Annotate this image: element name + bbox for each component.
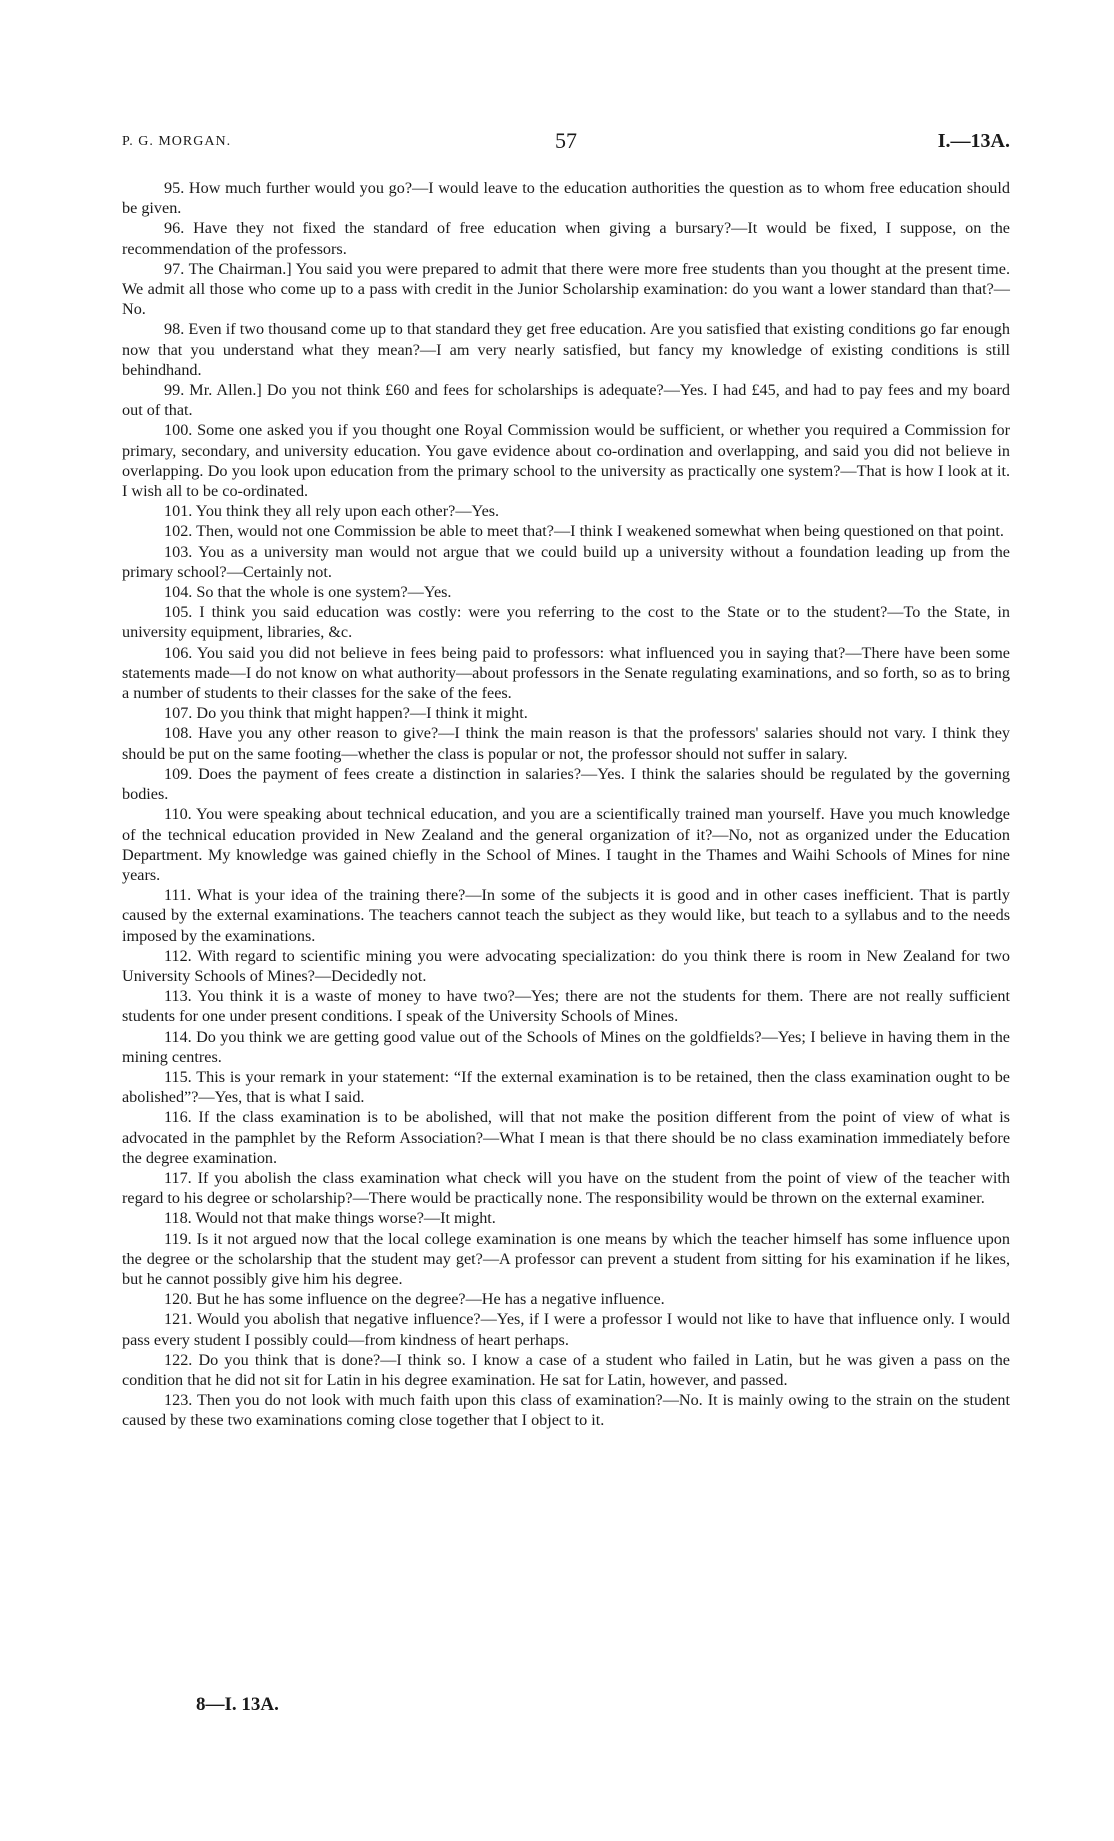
witness-name: P. G. MORGAN. bbox=[122, 134, 232, 149]
paragraph-103: 103. You as a university man would not argue that we could build up a university without a foundation leading up from the primary school?—Certainly not. bbox=[122, 542, 1010, 581]
paragraph-116: 116. If the class examination is to be abolished, will that not make the position different from the point of view of what is advocated in the pamphlet by the Reform Association?—What I mean is that there should be no class examination immediately before the degree examination. bbox=[122, 1108, 1010, 1167]
paragraph-123: 123. Then you do not look with much faith upon this class of examination?—No. It is mainly owing to the strain on the student caused by these two examinations coming close together that I object to it. bbox=[122, 1391, 1010, 1430]
paragraph-102: 102. Then, would not one Commission be able to meet that?—I think I weakened somewhat when being questioned on that point. bbox=[164, 522, 1004, 541]
paragraph-97: 97. The Chairman.] You said you were prepared to admit that there were more free students than you thought at the present time. We admit all those who come up to a pass with credit in the Junior Scholarship examination: do you want a lower standard than that?—No. bbox=[122, 259, 1010, 319]
paragraph-111: 111. What is your idea of the training there?—In some of the subjects it is good and in other cases inefficient. That is partly caused by the external examinations. The teachers cannot teach the subject as they would like, but teach to a syllabus and to the needs imposed by the examinations. bbox=[122, 886, 1010, 945]
paragraph-105: 105. I think you said education was costly: were you referring to the cost to the State or to the student?—To the State, in university equipment, libraries, &c. bbox=[122, 603, 1010, 642]
paragraph-106: 106. You said you did not believe in fees being paid to professors: what influenced you in saying that?—There have been some statements made—I do not know on what authority—about professors in the Senate regulating examinations, and so forth, so as to bring a number of students to their classes for the sake of the fees. bbox=[122, 643, 1010, 703]
paragraph-110: 110. You were speaking about technical education, and you are a scientifically trained man yourself. Have you much knowledge of the technical education provided in New Zealand and the general organization of it?—No, not as organized under the Education Department. My knowledge was gained chiefly in the School of Mines. I taught in the Thames and Waihi Schools of Mines for nine years. bbox=[122, 805, 1010, 884]
paragraph-96: 96. Have they not fixed the standard of free education when giving a bursary?—It would be fixed, I suppose, on the recommendation of the professors. bbox=[122, 219, 1010, 258]
paragraph-107: 107. Do you think that might happen?—I think it might. bbox=[164, 704, 528, 723]
paragraph-99: 99. Mr. Allen.] Do you not think £60 and fees for scholarships is adequate?—Yes. I had £45, and had to pay fees and my board out of that. bbox=[122, 381, 1010, 420]
paragraph-113: 113. You think it is a waste of money to have two?—Yes; there are not the students for them. There are not really sufficient students for one under present conditions. I speak of the University Schools of Mines. bbox=[122, 987, 1010, 1026]
paragraph-122: 122. Do you think that is done?—I think so. I know a case of a student who failed in Latin, but he was given a pass on the condition that he did not sit for Latin in his degree examination. He sat for Latin, however, and passed. bbox=[122, 1350, 1010, 1389]
paragraph-118: 118. Would not that make things worse?—It might. bbox=[164, 1209, 496, 1228]
page-number: 57 bbox=[555, 128, 577, 153]
paragraph-115: 115. This is your remark in your statement: “If the external examination is to be retained, then the class examination ought to be abolished”?—Yes, that is what I said. bbox=[122, 1067, 1010, 1107]
paragraph-112: 112. With regard to scientific mining you were advocating specialization: do you think there is room in New Zealand for two University Schools of Mines?—Decidedly not. bbox=[122, 946, 1010, 985]
paragraph-121: 121. Would you abolish that negative influence?—Yes, if I were a professor I would not like to have that influence only. I would pass every student I possibly could—from kindness of heart perhaps. bbox=[122, 1310, 1010, 1349]
paragraph-119: 119. Is it not argued now that the local college examination is one means by which the teacher himself has some influence upon the degree or the scholarship that the student may get?—A professor can prevent a student from sitting for his examination if he likes, but he cannot possibly give him his degree. bbox=[122, 1229, 1010, 1288]
page-signature: 8—I. 13A. bbox=[196, 1694, 279, 1715]
paragraph-100: 100. Some one asked you if you thought one Royal Commission would be sufficient, or whether you required a Commission for primary, secondary, and university education. You gave evidence about co-ordination and overlapping, and said you did not believe in overlapping. Do you look upon education from the primary school to the university as practically one system?—That is how I look at it. I wish all to be co-ordinated. bbox=[122, 421, 1010, 501]
paragraph-120: 120. But he has some influence on the degree?—He has a negative influence. bbox=[164, 1290, 665, 1309]
paragraph-117: 117. If you abolish the class examination what check will you have on the student from the point of view of the teacher with regard to his degree or scholarship?—There would be practically none. The responsibility would be thrown on the external examiner. bbox=[122, 1168, 1010, 1208]
evidence-text bbox=[122, 178, 1010, 1431]
paragraph-108: 108. Have you any other reason to give?—I think the main reason is that the professors' salaries should not vary. I think they should be put on the same footing—whether the class is popular or not, the professor should not suffer in salary. bbox=[122, 724, 1010, 763]
page-header bbox=[122, 128, 1010, 158]
paragraph-104: 104. So that the whole is one system?—Yes. bbox=[164, 583, 452, 602]
paragraph-98: 98. Even if two thousand come up to that standard they get free education. Are you satisfied that existing conditions go far enough now that you understand what they mean?—I am very nearly satisfied, but fancy my knowledge of existing conditions is still behindhand. bbox=[122, 320, 1010, 379]
paper-reference: I.—13A. bbox=[937, 130, 1010, 152]
paragraph-114: 114. Do you think we are getting good value out of the Schools of Mines on the goldfields?—Yes; I believe in having them in the mining centres. bbox=[122, 1027, 1010, 1066]
paragraph-95: 95. How much further would you go?—I would leave to the education authorities the question as to whom free education should be given. bbox=[122, 179, 1010, 218]
paragraph-109: 109. Does the payment of fees create a distinction in salaries?—Yes. I think the salaries should be regulated by the governing bodies. bbox=[122, 764, 1010, 804]
paragraph-101: 101. You think they all rely upon each other?—Yes. bbox=[164, 502, 500, 521]
